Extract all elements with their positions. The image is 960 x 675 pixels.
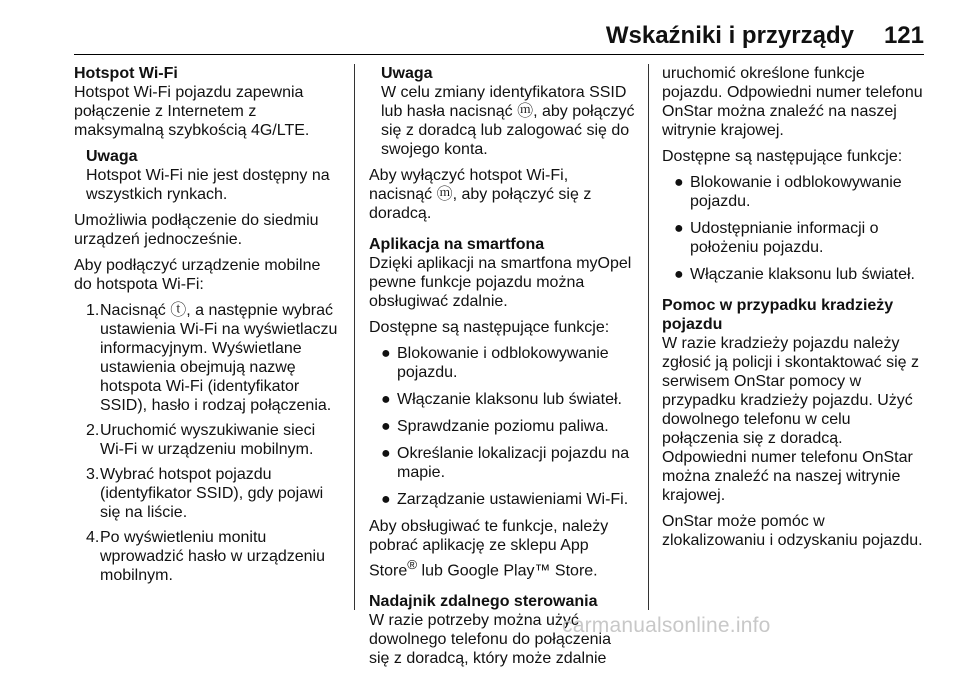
paragraph [369,517,635,580]
list-item [74,528,342,585]
paragraph: Aby podłączyć urządzenie mobilne do hotspota Wi-Fi: [74,257,321,293]
steps-list [74,301,342,585]
step-number: 4. [86,529,100,546]
list-item [369,390,635,409]
page-title: Wskaźniki i przyrządy [605,22,854,49]
note-block [74,147,342,204]
paragraph: uruchomić określone funkcje pojazdu. Odpowiedni numer telefonu OnStar można znaleźć na naszej witrynie krajowej. [662,65,923,139]
paragraph: W razie kradzieży pojazdu należy zgłosić ją policji i skontaktować się z serwisem OnStar pomocy w przypadku kradzieży pojazdu. Użyć dowolnego telefonu w celu połączenia się z doradcą. Odpowiedni numer telefonu OnStar można znaleźć na naszej witrynie krajowej. [662,335,919,504]
heading-theft-assistance: Pomoc w przypadku kradzieży pojazdu [662,297,894,333]
step-text: Wybrać hotspot pojazdu (identyfikator SSID), gdy pojawi się na liście. [100,466,324,521]
bullet-icon: ● [381,391,391,408]
list-item [662,173,926,211]
list-item [369,417,635,436]
bullet-icon: ● [381,445,391,462]
list-item [74,421,342,459]
step-number: 1. [86,302,100,319]
bullet-text: Zarządzanie ustawieniami Wi-Fi. [397,491,629,508]
column-2 [369,64,635,675]
list-item [369,344,635,382]
list-item [662,219,926,257]
step-text: Uruchomić wyszukiwanie sieci Wi-Fi w urządzeniu mobilnym. [100,422,316,458]
paragraph: W razie potrzeby można użyć dowolnego telefonu do połączenia się z doradcą, który może zdalnie [369,612,611,668]
paragraph: Umożliwia podłączenie do siedmiu urządzeń jednocześnie. [74,212,319,248]
list-item [369,444,635,482]
note-title: Uwaga [86,148,138,165]
bullet-icon: ● [381,491,391,508]
bullet-icon: ● [381,345,391,362]
column-3 [662,64,926,557]
heading-remote-control: Nadajnik zdalnego sterowania [369,593,598,611]
bullet-text: Sprawdzanie poziomu paliwa. [397,418,609,435]
feature-list [369,344,635,509]
paragraph: Dzięki aplikacji na smartfona myOpel pewne funkcje pojazdu można obsługiwać zdalnie. [369,255,632,310]
list-item [369,490,635,509]
note-block [369,64,635,159]
bullet-text: Włączanie klaksonu lub świateł. [397,391,622,408]
header-rule [74,54,924,55]
watermark: carmanualsonline.info [562,614,771,637]
bullet-icon: ● [381,418,391,435]
paragraph: Dostępne są następujące funkcje: [369,319,610,336]
bullet-text: Blokowanie i odblokowywanie pojazdu. [397,345,609,381]
bullet-icon: ● [674,174,684,191]
list-item [74,301,342,415]
step-text: Po wyświetleniu monitu wprowadzić hasło w urządzeniu mobilnym. [100,529,325,584]
text-segment: Aby obsługiwać te funkcje, należy pobrać aplikację ze sklepu App Store [369,518,609,580]
bullet-text: Blokowanie i odblokowywanie pojazdu. [690,174,902,210]
registered-mark: ® [407,557,418,572]
column-divider-1 [354,64,355,610]
step-text: Nacisnąć ⓣ, a następnie wybrać ustawienia Wi-Fi na wyświetlaczu informacyjnym. Wyświetlane ustawienia obejmują nazwę hotspota Wi-Fi (identyfikator SSID), hasło i rodzaj połączenia. [100,302,338,414]
bullet-icon: ● [674,220,684,237]
heading-smartphone-app: Aplikacja na smartfona [369,236,545,253]
note-text: W celu zmiany identyfikatora SSID lub hasła nacisnąć ⓜ, aby połączyć się z doradcą lub zalogować się do swojego konta. [381,84,635,158]
page-header [606,22,924,50]
page-number: 121 [883,22,924,49]
step-number: 3. [86,466,100,483]
paragraph: Hotspot Wi-Fi pojazdu zapewnia połączenie z Internetem z maksymalną szybkością 4G/LTE. [74,84,310,139]
bullet-text: Określanie lokalizacji pojazdu na mapie. [397,445,630,481]
step-number: 2. [86,422,100,439]
column-1 [74,64,342,591]
feature-list [662,173,926,284]
text-segment: lub Google Play™ Store. [417,562,598,580]
paragraph: Aby wyłączyć hotspot Wi-Fi, nacisnąć ⓜ, aby połączyć się z doradcą. [369,167,592,222]
list-item [662,265,926,284]
paragraph: OnStar może pomóc w zlokalizowaniu i odzyskaniu pojazdu. [662,513,923,549]
note-text: Hotspot Wi-Fi nie jest dostępny na wszystkich rynkach. [86,167,330,203]
bullet-icon: ● [674,266,684,283]
heading-wifi-hotspot: Hotspot Wi-Fi [74,65,178,82]
column-divider-2 [648,64,649,610]
paragraph: Dostępne są następujące funkcje: [662,148,903,165]
bullet-text: Włączanie klaksonu lub świateł. [690,266,915,283]
list-item [74,465,342,522]
bullet-text: Udostępnianie informacji o położeniu pojazdu. [690,220,879,256]
note-title: Uwaga [381,65,433,82]
